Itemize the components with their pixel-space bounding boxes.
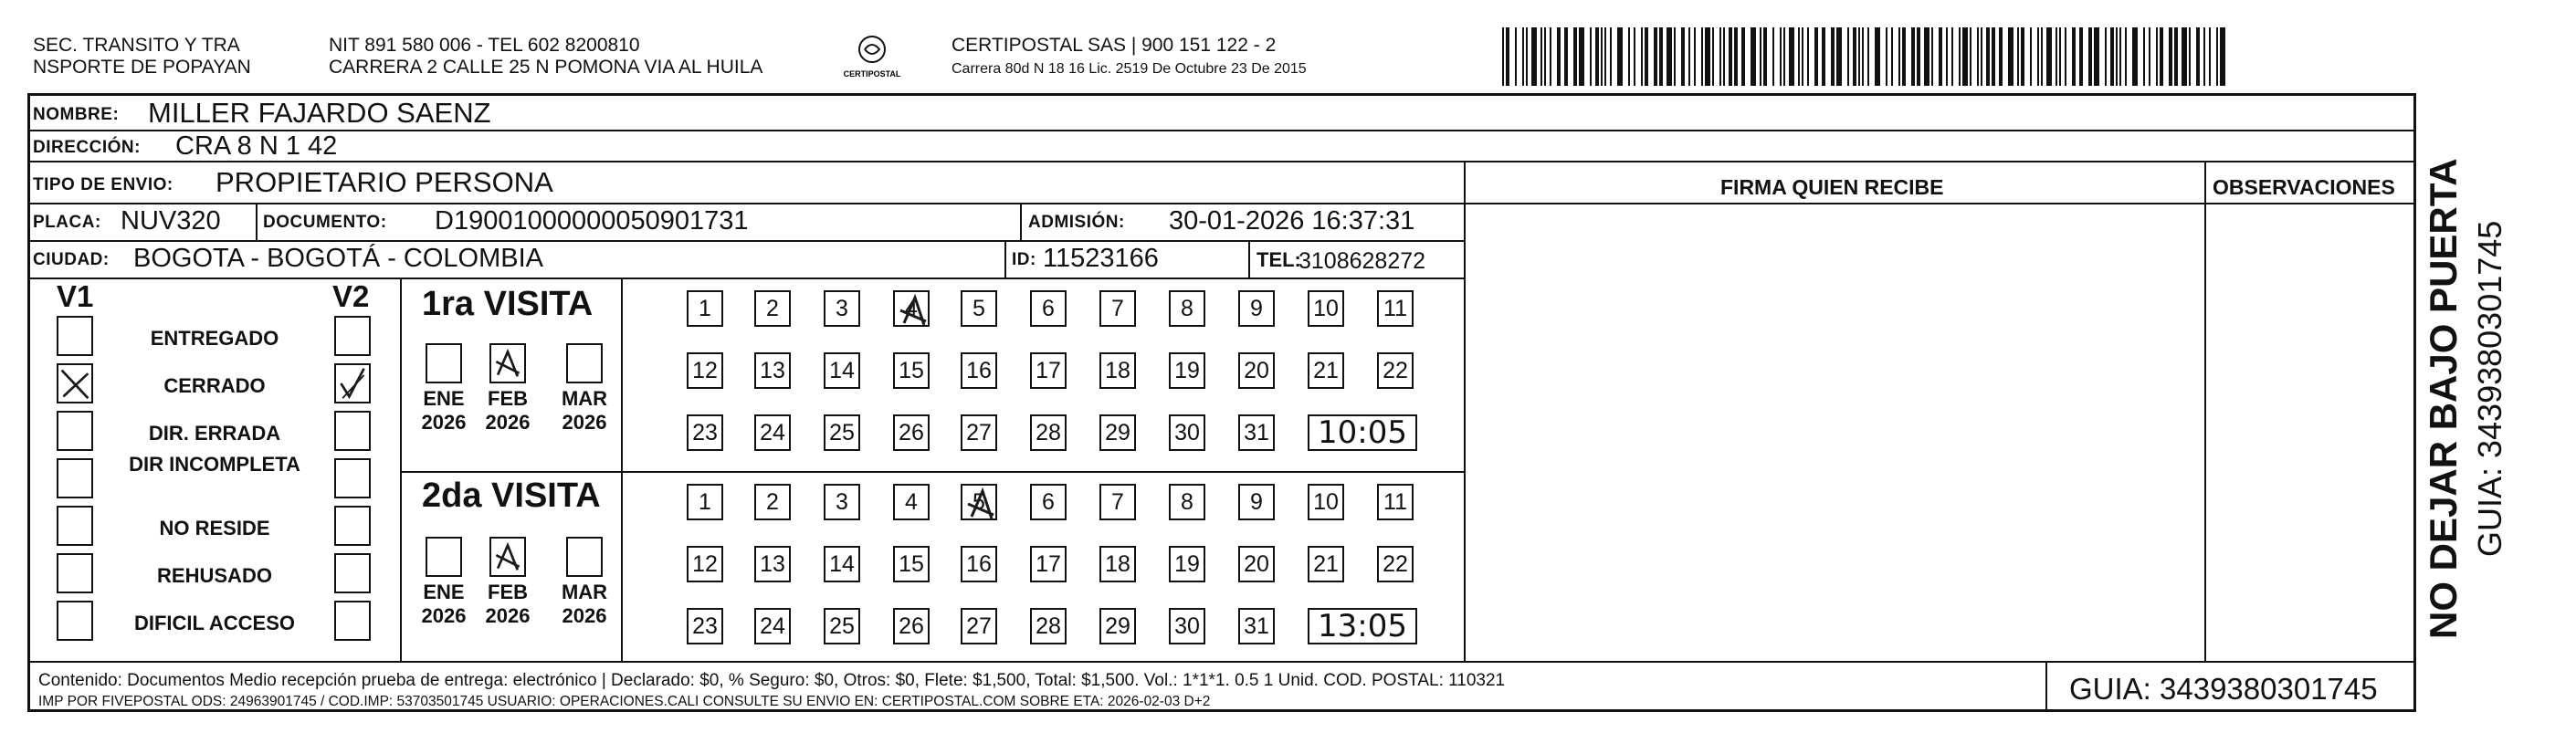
barcode-bar [2041,27,2043,86]
barcode-bar [1951,27,1953,86]
day-box[interactable]: 8 [1169,484,1205,520]
barcode-bar [2059,27,2061,86]
barcode-bar [1531,27,1537,86]
month-label [416,581,471,628]
barcode-bar [1681,27,1685,86]
barcode-bar [1550,27,1551,86]
barcode-bar [1772,27,1774,86]
v2-checkbox[interactable] [334,553,371,593]
day-box[interactable]: 24 [754,608,791,644]
day-box[interactable]: 2 [754,290,791,327]
barcode-bar [1902,27,1906,86]
barcode-bar [1719,27,1721,86]
day-box[interactable]: 18 [1099,352,1136,389]
barcode-bar [2017,27,2019,86]
barcode-bar [2143,27,2145,86]
barcode-bar [1694,27,1696,86]
barcode-bar [1999,27,2003,86]
day-box[interactable]: 21 [1308,546,1344,582]
month-year: 2026 [421,604,467,627]
barcode-bar [1822,27,1825,86]
day-box[interactable]: 4 [893,484,930,520]
barcode-bar [1836,27,1842,86]
barcode-bar [1763,27,1767,86]
sender-address: CARRERA 2 CALLE 25 N POMONA VIA AL HUILA [329,57,763,78]
barcode-bar [1540,27,1542,86]
barcode-bar [2203,27,2205,86]
barcode-bar [1526,27,1528,86]
status-option-label: DIFICIL ACCESO [133,612,295,634]
day-box[interactable]: 15 [893,546,930,582]
firma-label: FIRMA QUIEN RECIBE [1720,175,1944,199]
day-box[interactable]: 10 [1308,290,1344,327]
barcode-bar [1780,27,1782,86]
barcode-bar [1604,27,1606,86]
direccion-label: DIRECCIÓN: [33,138,141,157]
barcode [1502,27,2228,86]
barcode-bar [1862,27,1864,86]
barcode-bar [1654,27,1657,86]
day-box[interactable]: 11 [1377,484,1414,520]
barcode-bar [2182,27,2187,86]
barcode-bar [1659,27,1663,86]
day-box[interactable]: 29 [1099,414,1136,451]
visit-time-box[interactable]: 13:05 [1308,608,1417,644]
month-checkbox[interactable] [426,343,462,383]
status-option-label: CERRADO [163,374,266,397]
nombre-value: MILLER FAJARDO SAENZ [148,97,491,129]
tipo-envio-value: PROPIETARIO PERSONA [216,166,553,198]
id-value: 11523166 [1043,244,1159,273]
barcode-bar [1522,27,1524,86]
day-box[interactable]: 31 [1238,608,1275,644]
placa-value: NUV320 [121,206,221,236]
barcode-bar [1853,27,1856,86]
day-box[interactable]: 23 [687,608,723,644]
status-option-label: DIR INCOMPLETA [129,453,300,476]
tel-value: 3108628272 [1299,248,1426,274]
day-box[interactable]: 10 [1308,484,1344,520]
v1-checkbox[interactable] [57,363,93,403]
barcode-bar [2065,27,2066,86]
day-box[interactable]: 23 [687,414,723,451]
second-visit-title: 2da VISITA [422,476,601,515]
barcode-bar [1502,27,1504,86]
day-box[interactable]: 7 [1099,484,1136,520]
barcode-bar [1506,27,1509,86]
barcode-bar [1601,27,1603,86]
month-checkbox[interactable] [426,537,462,577]
barcode-bar [1723,27,1725,86]
barcode-bar [2119,27,2121,86]
visit-time-box[interactable]: 10:05 [1308,414,1417,451]
barcode-bar [2156,27,2158,86]
direccion-value: CRA 8 N 1 42 [175,131,338,161]
day-box[interactable]: 17 [1030,546,1067,582]
month-year: 2026 [562,604,607,627]
day-mark [895,292,928,325]
v1-checkbox[interactable] [57,506,93,546]
barcode-bar [2169,27,2172,86]
barcode-bar [1886,27,1887,86]
day-box[interactable]: 14 [824,352,860,389]
day-box[interactable]: 30 [1169,608,1205,644]
day-box[interactable]: 12 [687,352,723,389]
day-box[interactable]: 28 [1030,414,1067,451]
day-mark [962,486,995,518]
barcode-bar [1741,27,1745,86]
month-label [557,581,612,628]
v1-checkbox[interactable] [57,411,93,451]
barcode-bar [1674,27,1676,86]
sender-name-line2: NSPORTE DE POPAYAN [33,57,251,78]
day-box[interactable]: 22 [1377,546,1414,582]
barcode-bar [1970,27,1971,86]
status-option-label: DIR. ERRADA [148,422,281,445]
barcode-bar [2220,27,2225,86]
month-year: 2026 [485,411,531,434]
nombre-label: NOMBRE: [33,105,120,124]
tipo-envio-label: TIPO DE ENVIO: [33,175,173,194]
observaciones-label: OBSERVACIONES [2213,175,2395,199]
barcode-bar [2196,27,2200,86]
barcode-bar [2209,27,2211,86]
footer-contenido: Contenido: Documentos Medio recepción prueba de entrega: electrónico | Declarado: $0, % Seguro: $0, Otros: $0, Flete: $1,500, Total: $1,500. Vol.: 1*1*1. 0.5 1 Unid. COD. POSTAL: 110321 [38,671,1506,690]
barcode-bar [1544,27,1546,86]
ciudad-value: BOGOTA - BOGOTÁ - COLOMBIA [133,244,544,273]
barcode-bar [1911,27,1915,86]
day-box[interactable]: 30 [1169,414,1205,451]
barcode-bar [1641,27,1643,86]
month-name: ENE [423,581,465,603]
day-box[interactable]: 6 [1030,484,1067,520]
status-option-label: REHUSADO [157,564,272,587]
day-box[interactable]: 2 [754,484,791,520]
barcode-bar [1875,27,1880,86]
day-box[interactable]: 26 [893,608,930,644]
day-box[interactable]: 22 [1377,352,1414,389]
barcode-bar [1939,27,1942,86]
day-box[interactable]: 15 [893,352,930,389]
day-box[interactable]: 21 [1308,352,1344,389]
barcode-bar [2046,27,2052,86]
barcode-bar [2021,27,2024,86]
month-label [557,387,612,435]
no-dejar-warning: NO DEJAR BAJO PUERTA [2422,158,2465,639]
barcode-bar [1917,27,1920,86]
day-box[interactable]: 9 [1238,290,1275,327]
day-box[interactable]: 13 [754,352,791,389]
barcode-bar [1610,27,1612,86]
placa-label: PLACA: [33,213,101,232]
barcode-bar [1701,27,1703,86]
barcode-bar [1986,27,1990,86]
v2-checkbox[interactable] [334,506,371,546]
day-box[interactable]: 27 [961,608,997,644]
barcode-bar [1617,27,1623,86]
day-box[interactable]: 26 [893,414,930,451]
day-number: 5 [973,488,985,515]
barcode-bar [2189,27,2191,86]
v1-checkbox[interactable] [57,553,93,593]
barcode-bar [2088,27,2092,86]
tel-label: TEL: [1256,248,1301,271]
v2-checkbox[interactable] [334,601,371,641]
day-box[interactable]: 3 [824,290,860,327]
logo-caption: CERTIPOSTAL [843,69,901,79]
barcode-bar [2030,27,2032,86]
first-visit-title: 1ra VISITA [422,285,594,323]
barcode-bar [1977,27,1979,86]
month-name: FEB [488,387,528,410]
day-box[interactable]: 17 [1030,352,1067,389]
barcode-bar [2125,27,2127,86]
day-box[interactable]: 16 [961,352,997,389]
barcode-bar [1807,27,1809,86]
barcode-bar [1789,27,1794,86]
barcode-bar [1783,27,1785,86]
documento-value: D19001000000050901731 [435,206,749,236]
barcode-bar [1798,27,1800,86]
month-name: MAR [561,387,608,410]
day-box[interactable]: 5 [961,290,997,327]
barcode-bar [1688,27,1690,86]
barcode-bar [1634,27,1635,86]
barcode-bar [1705,27,1710,86]
day-box[interactable]: 13 [754,546,791,582]
day-box[interactable]: 20 [1238,546,1275,582]
day-number: 4 [905,295,918,321]
day-box[interactable]: 6 [1030,290,1067,327]
day-box[interactable] [893,290,930,327]
day-box[interactable]: 25 [824,608,860,644]
footer-imp: IMP POR FIVEPOSTAL ODS: 24963901745 / COD.IMP: 53703501745 USUARIO: OPERACIONES.CALI CONSULTE SU ENVIO EN: CERTIPOSTAL.COM SOBRE ETA: 2026-02-03 D+2 [38,694,1211,709]
barcode-bar [1579,27,1584,86]
month-checkbox[interactable] [489,343,526,383]
day-box[interactable]: 31 [1238,414,1275,451]
v1-checkbox[interactable] [57,316,93,356]
month-year: 2026 [421,411,467,434]
barcode-bar [1924,27,1929,86]
month-checkbox[interactable] [566,537,603,577]
month-label [480,387,535,435]
month-checkbox[interactable] [489,537,526,577]
barcode-bar [1751,27,1756,86]
barcode-bar [1645,27,1648,86]
barcode-bar [1981,27,1982,86]
v2-label: V2 [332,279,370,313]
status-option-label: NO RESIDE [159,517,270,539]
day-box[interactable]: 18 [1099,546,1136,582]
barcode-bar [2079,27,2083,86]
month-label [480,581,535,628]
day-box[interactable]: 29 [1099,608,1136,644]
month-name: ENE [423,387,465,410]
sender-name-line1: SEC. TRANSITO Y TRA [33,35,240,56]
month-name: FEB [488,581,528,603]
barcode-bar [1891,27,1893,86]
id-label: ID: [1012,250,1036,269]
day-box[interactable]: 28 [1030,608,1067,644]
barcode-bar [1515,27,1517,86]
company-name: CERTIPOSTAL SAS | 900 151 122 - 2 [952,35,1277,56]
barcode-bar [1573,27,1577,86]
day-box[interactable]: 12 [687,546,723,582]
v1-checkbox[interactable] [57,601,93,641]
day-box[interactable]: 14 [824,546,860,582]
barcode-bar [2072,27,2076,86]
barcode-bar [1959,27,1961,86]
barcode-bar [2105,27,2107,86]
barcode-bar [2094,27,2099,86]
barcode-bar [2132,27,2138,86]
barcode-bar [1858,27,1860,86]
day-box[interactable] [961,484,997,520]
barcode-bar [1992,27,1995,86]
barcode-bar [2037,27,2039,86]
barcode-bar [2110,27,2114,86]
barcode-bar [2008,27,2013,86]
admision-label: ADMISIÓN: [1028,213,1125,232]
barcode-bar [1628,27,1630,86]
barcode-bar [1712,27,1714,86]
month-checkbox[interactable] [566,343,603,383]
month-year: 2026 [562,411,607,434]
v2-checkbox[interactable] [334,363,371,403]
certipostal-logo [840,33,904,80]
day-box[interactable]: 27 [961,414,997,451]
status-option-label: ENTREGADO [150,327,279,350]
day-box[interactable]: 16 [961,546,997,582]
day-box[interactable]: 19 [1169,546,1205,582]
v1-checkbox[interactable] [57,458,93,498]
barcode-bar [1867,27,1869,86]
barcode-bar [1931,27,1933,86]
barcode-bar [2216,27,2218,86]
barcode-bar [1590,27,1592,86]
barcode-bar [1595,27,1599,86]
footer-guia: GUIA: 3439380301745 [2069,672,2378,706]
barcode-bar [1946,27,1948,86]
month-year: 2026 [485,604,531,627]
company-license: Carrera 80d N 18 16 Lic. 2519 De Octubre 23 De 2015 [952,61,1307,77]
day-box[interactable]: 1 [687,290,723,327]
day-box[interactable]: 25 [824,414,860,451]
day-box[interactable]: 3 [824,484,860,520]
barcode-bar [1557,27,1561,86]
barcode-bar [1734,27,1738,86]
barcode-bar [1847,27,1849,86]
day-box[interactable]: 7 [1099,290,1136,327]
day-box[interactable]: 19 [1169,352,1205,389]
barcode-bar [2160,27,2163,86]
v2-checkbox[interactable] [334,458,371,498]
side-guia: GUIA: 3439380301745 [2471,220,2508,557]
barcode-bar [1802,27,1803,86]
barcode-bar [2056,27,2057,86]
sender-nit: NIT 891 580 006 - TEL 602 8200810 [329,35,640,56]
day-box[interactable]: 1 [687,484,723,520]
barcode-bar [2174,27,2178,86]
v2-checkbox[interactable] [334,316,371,356]
day-box[interactable]: 24 [754,414,791,451]
v1-label: V1 [57,279,94,313]
barcode-bar [1760,27,1761,86]
documento-label: DOCUMENTO: [263,213,387,232]
barcode-bar [1667,27,1672,86]
ciudad-label: CIUDAD: [33,250,110,269]
barcode-bar [1564,27,1568,86]
v2-checkbox[interactable] [334,411,371,451]
barcode-bar [1814,27,1818,86]
barcode-bar [1729,27,1732,86]
barcode-bar [1831,27,1835,86]
barcode-bar [1898,27,1900,86]
barcode-bar [1962,27,1968,86]
day-box[interactable]: 9 [1238,484,1275,520]
day-box[interactable]: 8 [1169,290,1205,327]
month-name: MAR [561,581,608,603]
barcode-bar [2149,27,2150,86]
admision-value: 30-01-2026 16:37:31 [1169,206,1415,236]
month-label [416,387,471,435]
day-box[interactable]: 20 [1238,352,1275,389]
barcode-bar [2116,27,2118,86]
day-box[interactable]: 11 [1377,290,1414,327]
